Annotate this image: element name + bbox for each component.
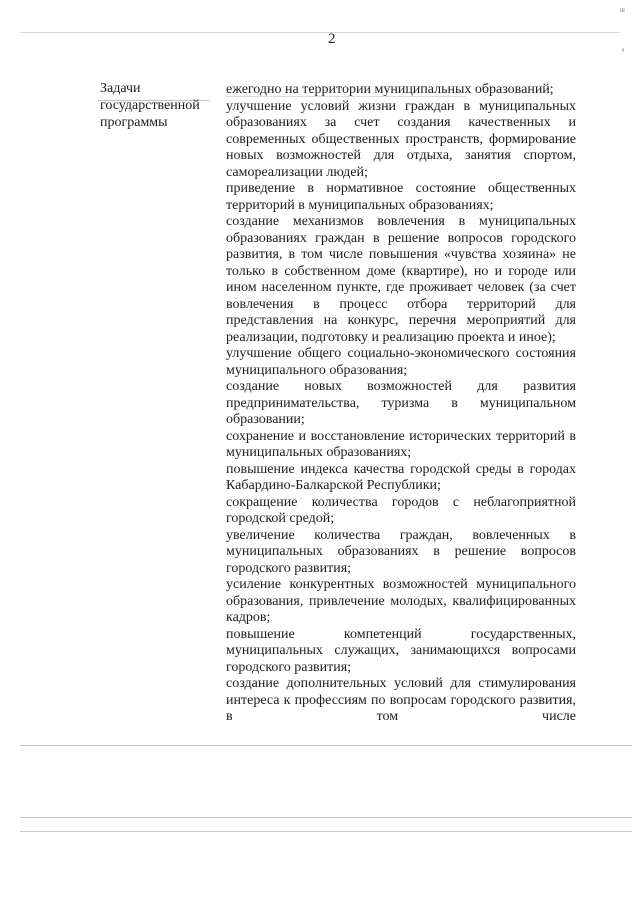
task-paragraph: повышение компетенций государственных, муниципальных служащих, занимающихся вопросами городского развития;: [226, 626, 576, 675]
task-paragraph: создание механизмов вовлечения в муниципальных образованиях граждан в решение вопросов городского развития, в том числе повышения «чувства хозяина» не только в собственном доме (квартире), но и городе или ином населенном пункте, где проживает человек (за счет вовлечения в процесс отбора территорий для представления на конкурс, перечня мероприятий для реализации, подготовку и реализацию проекта и иное);: [226, 214, 576, 345]
task-paragraph: сохранение и восстановление исторических территорий в муниципальных образованиях;: [226, 428, 576, 460]
scan-line-top: [20, 32, 620, 33]
scan-line-low-1: [20, 817, 632, 818]
task-paragraph: улучшение условий жизни граждан в муниципальных образованиях за счет создания качественных и современных общественных пространств, формирование новых возможностей для отдыха, занятия спортом, самореализации людей;: [226, 98, 576, 180]
task-paragraph: приведение в нормативное состояние общественных территорий в муниципальных образованиях;: [226, 181, 576, 213]
tasks-text: [226, 82, 576, 726]
scan-speck-right: ˢ: [622, 46, 625, 57]
task-paragraph: усиление конкурентных возможностей муниципального образования, привлечение молодых, квалифицированных кадров;: [226, 577, 576, 625]
task-paragraph: увеличение количества граждан, вовлеченных в муниципальных образованиях в решение вопросов городского развития;: [226, 527, 576, 576]
task-paragraph: создание дополнительных условий для стимулирования интереса к профессиям по вопросам городского развития, в том числе: [226, 676, 576, 724]
task-paragraph: сокращение количества городов с неблагоприятной городской средой;: [226, 494, 576, 526]
page-number: 2: [328, 31, 336, 47]
scan-line-mid: [20, 745, 632, 746]
table-row-label: Задачи государственной программы: [100, 81, 200, 130]
task-paragraph: улучшение общего социально-экономического состояния муниципального образования;: [226, 346, 576, 378]
scan-speck-top-right: ᵚ: [620, 6, 625, 17]
scan-line-low-2: [20, 831, 632, 832]
task-paragraph: ежегодно на территории муниципальных образований;: [226, 82, 554, 97]
task-paragraph: создание новых возможностей для развития предпринимательства, туризма в муниципальном образовании;: [226, 379, 576, 427]
task-paragraph: повышение индекса качества городской среды в городах Кабардино-Балкарской Республики;: [226, 461, 576, 493]
